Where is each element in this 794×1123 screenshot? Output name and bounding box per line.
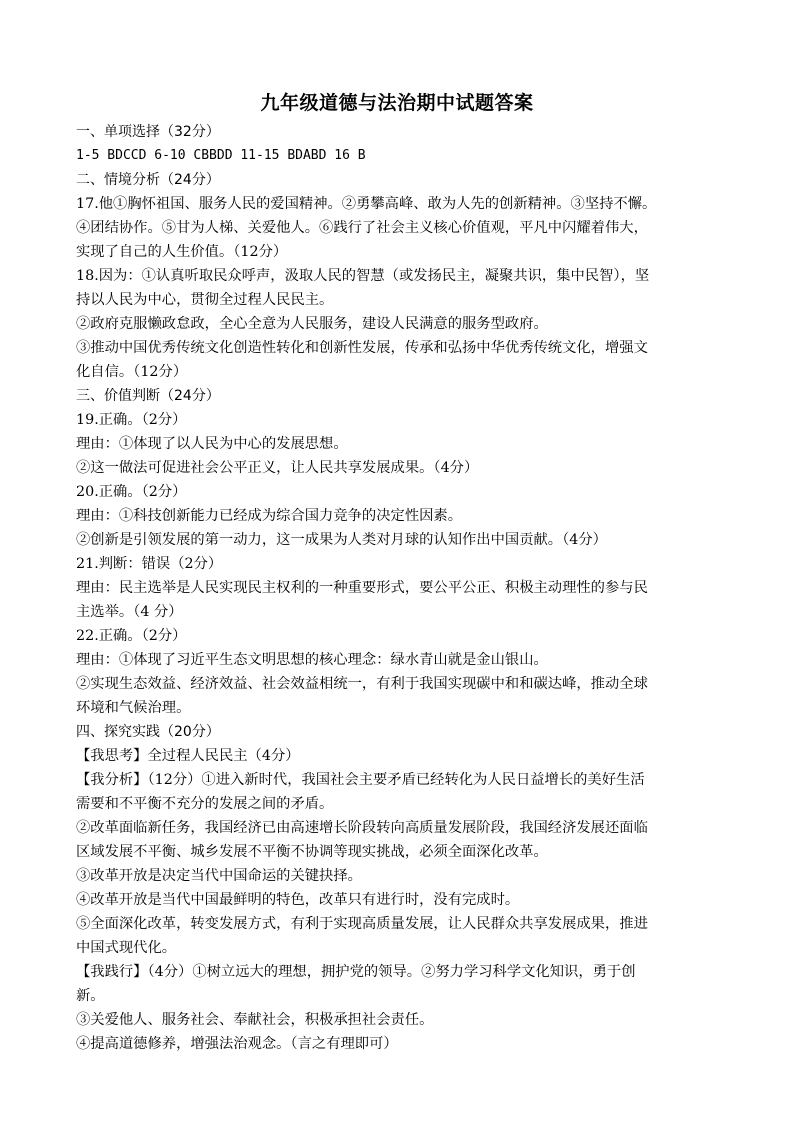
answer-line: 20.正确。（2分）	[76, 484, 187, 500]
section-heading-situation-analysis: 二、情境分析（24分）	[76, 172, 220, 188]
answer-line: 18.因为：①认真听取民众呼声，汲取人民的智慧（或发扬民主，凝聚共识，集中民智），坚	[76, 268, 650, 284]
answer-line: 17.他①胸怀祖国、服务人民的爱国精神。②勇攀高峰、敢为人先的创新精神。③坚持不懈。	[76, 196, 657, 212]
answer-line: 持以人民为中心，贯彻全过程人民民主。	[76, 292, 334, 308]
answer-line: 新。	[76, 988, 105, 1004]
answer-line: 【我践行】（4分）①树立远大的理想，拥护党的领导。②努力学习科学文化知识，勇于创	[76, 964, 636, 980]
section-heading-single-choice: 一、单项选择（32分）	[76, 124, 220, 140]
answer-line: ③关爱他人、服务社会、奉献社会，积极承担社会责任。	[76, 1012, 434, 1028]
answer-line: ④团结协作。⑤甘为人梯、关爱他人。⑥践行了社会主义核心价值观，平凡中闪耀着伟大，	[76, 220, 648, 236]
answer-line: 19.正确。（2分）	[76, 412, 187, 428]
answer-line: ⑤全面深化改革，转变发展方式，有利于实现高质量发展，让人民群众共享发展成果，推进	[76, 916, 648, 932]
answer-line: ②实现生态效益、经济效益、社会效益相统一，有利于我国实现碳中和和碳达峰，推动全球	[76, 676, 648, 692]
answer-content	[76, 120, 732, 1056]
answer-line: ②这一做法可促进社会公平正义，让人民共享发展成果。（4分）	[76, 460, 479, 476]
answer-line: 区域发展不平衡、城乡发展不平衡不协调等现实挑战，必须全面深化改革。	[76, 844, 548, 860]
section-heading-inquiry-practice: 四、探究实践（20分）	[76, 724, 220, 740]
answer-line: 理由：①体现了以人民为中心的发展思想。	[76, 436, 348, 452]
answer-line: ②创新是引领发展的第一动力，这一成果为人类对月球的认知作出中国贡献。（4分）	[76, 532, 607, 548]
answer-line: 【我思考】全过程人民民主（4分）	[76, 748, 300, 764]
answer-line: 化自信。（12分）	[76, 364, 188, 380]
answer-line: 环境和气候治理。	[76, 700, 191, 716]
single-choice-answers: 1-5 BDCCD 6-10 CBBDD 11-15 BDABD 16 B	[76, 148, 366, 163]
answer-line: 中国式现代化。	[76, 940, 177, 956]
answer-line: ②改革面临新任务，我国经济已由高速增长阶段转向高质量发展阶段，我国经济发展还面临	[76, 820, 648, 836]
answer-line: 理由：民主选举是人民实现民主权利的一种重要形式，要公平公正、积极主动理性的参与民	[76, 580, 648, 596]
answer-line: 理由：①体现了习近平生态文明思想的核心理念：绿水青山就是金山银山。	[76, 652, 548, 668]
answer-line: 【我分析】（12分）①进入新时代，我国社会主要矛盾已经转化为人民日益增长的美好生活	[76, 772, 645, 788]
answer-line: ③改革开放是决定当代中国命运的关键抉择。	[76, 868, 362, 884]
answer-line: 21.判断：错误（2分）	[76, 556, 223, 572]
answer-line: 理由：①科技创新能力已经成为综合国力竞争的决定性因素。	[76, 508, 463, 524]
answer-line: 实现了自己的人生价值。（12分）	[76, 244, 288, 260]
section-heading-value-judgment: 三、价值判断（24分）	[76, 388, 220, 404]
answer-line: ③推动中国优秀传统文化创造性转化和创新性发展，传承和弘扬中华优秀传统文化，增强文	[76, 340, 648, 356]
answer-line: ④改革开放是当代中国最鲜明的特色，改革只有进行时，没有完成时。	[76, 892, 520, 908]
answer-line: 22.正确。（2分）	[76, 628, 187, 644]
answer-line: ④提高道德修养，增强法治观念。（言之有理即可）	[76, 1036, 398, 1052]
answer-line: ②政府克服懒政怠政，全心全意为人民服务，建设人民满意的服务型政府。	[76, 316, 548, 332]
answer-line: 需要和不平衡不充分的发展之间的矛盾。	[76, 796, 334, 812]
page-title: 九年级道德与法治期中试题答案	[260, 92, 534, 114]
answer-line: 主选举。（4 分）	[76, 604, 183, 620]
